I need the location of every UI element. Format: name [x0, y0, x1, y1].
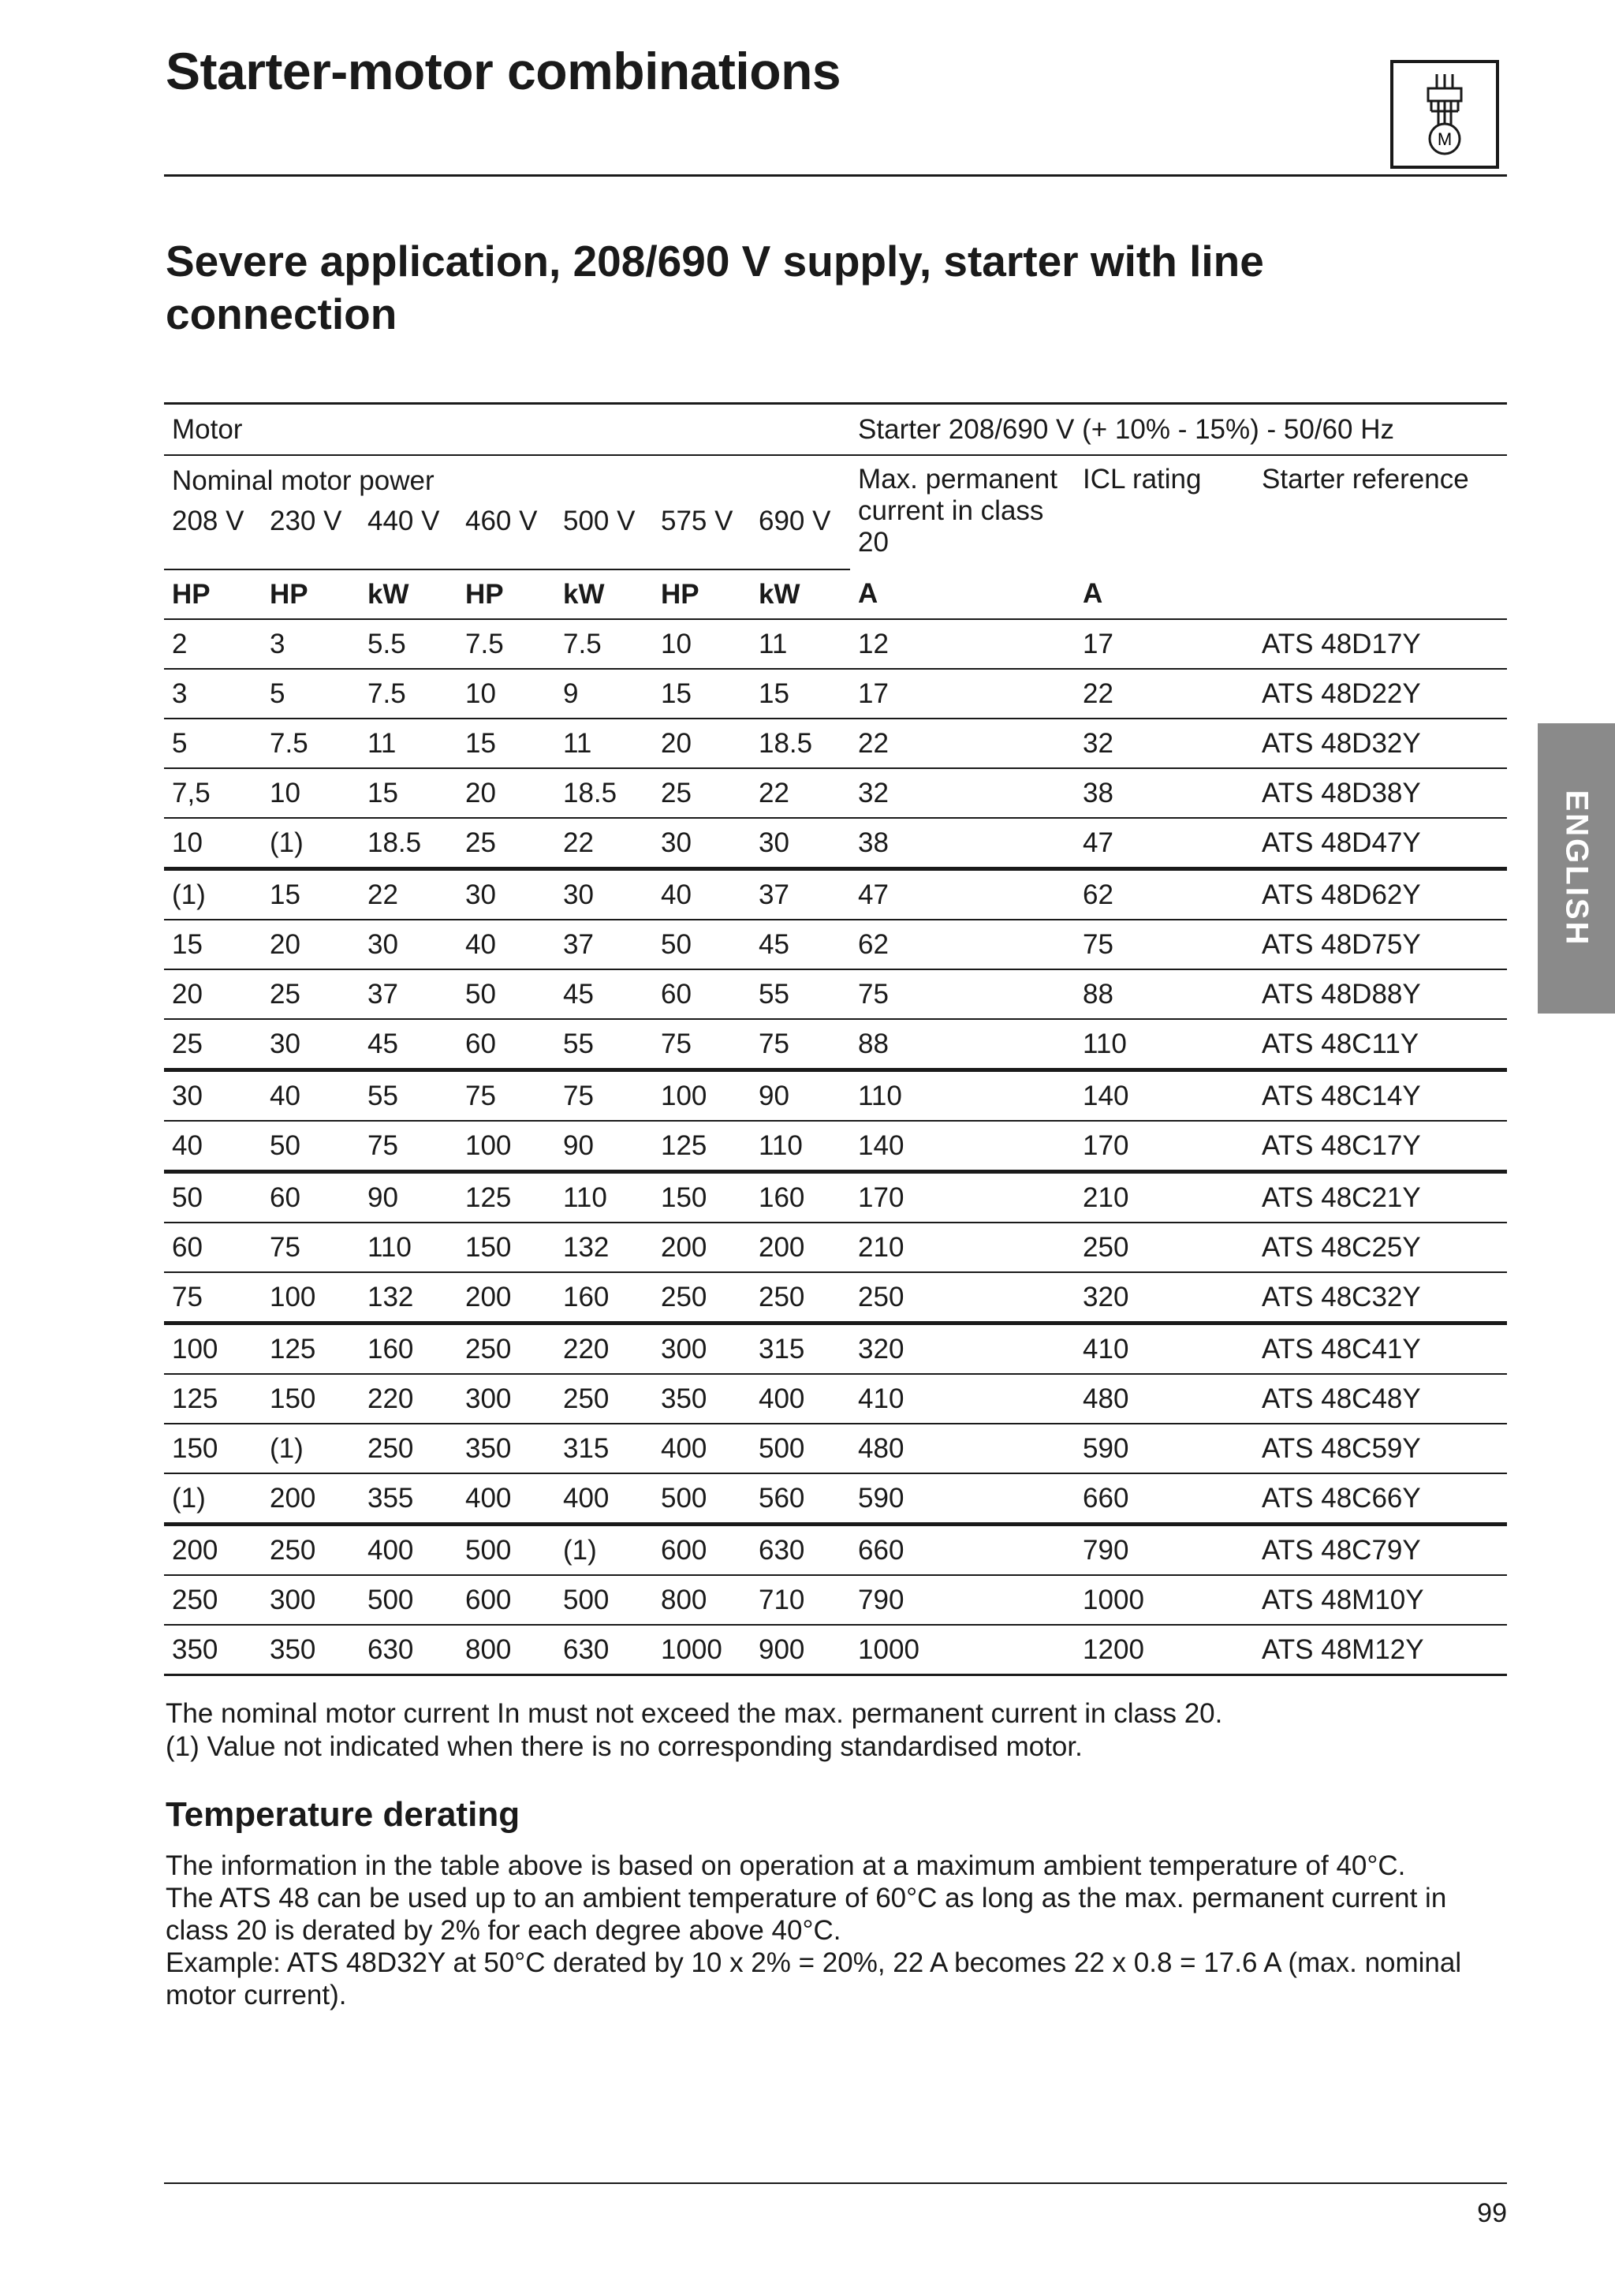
table-cell: 400	[653, 1424, 751, 1473]
table-cell: 900	[751, 1625, 850, 1675]
unit-cell: HP	[457, 569, 555, 619]
page-title: Starter-motor combinations	[166, 42, 841, 100]
table-cell: 62	[850, 920, 1075, 969]
table-cell: 600	[653, 1525, 751, 1576]
table-row	[164, 1121, 1507, 1172]
table-cell: 75	[457, 1070, 555, 1122]
table-cell: 38	[1075, 768, 1254, 818]
table-cell: 600	[457, 1575, 555, 1625]
table-cell: 320	[850, 1323, 1075, 1375]
table-cell: 660	[850, 1525, 1075, 1576]
table-cell: 10	[457, 669, 555, 719]
table-cell: 75	[751, 1019, 850, 1070]
table-cell: 25	[262, 969, 360, 1019]
table-notes	[166, 1697, 1222, 1764]
page-number: 99	[1477, 2198, 1507, 2228]
table-cell: 790	[1075, 1525, 1254, 1576]
starter-reference-cell: ATS 48C41Y	[1254, 1323, 1507, 1375]
table-cell: 10	[653, 619, 751, 669]
table-row	[164, 768, 1507, 818]
table-cell: 150	[164, 1424, 262, 1473]
table-cell: (1)	[262, 1424, 360, 1473]
table-cell: 100	[262, 1272, 360, 1323]
table-cell: 18.5	[360, 818, 457, 869]
table-cell: 15	[751, 669, 850, 719]
table-cell: 630	[751, 1525, 850, 1576]
table-cell: 55	[360, 1070, 457, 1122]
table-cell: 200	[457, 1272, 555, 1323]
table-cell: 250	[457, 1323, 555, 1375]
starter-reference-cell: ATS 48C32Y	[1254, 1272, 1507, 1323]
table-cell: 60	[457, 1019, 555, 1070]
language-tab-label: ENGLISH	[1559, 790, 1594, 947]
table-cell: 11	[751, 619, 850, 669]
table-cell: 20	[457, 768, 555, 818]
table-cell: 75	[262, 1223, 360, 1272]
table-row	[164, 1070, 1507, 1122]
table-cell: 45	[555, 969, 653, 1019]
nominal-power-header: Nominal motor power	[172, 465, 435, 496]
starter-reference-cell: ATS 48C59Y	[1254, 1424, 1507, 1473]
table-cell: 38	[850, 818, 1075, 869]
table-cell: 1000	[850, 1625, 1075, 1675]
starter-reference-cell: ATS 48M12Y	[1254, 1625, 1507, 1675]
table-cell: 30	[653, 818, 751, 869]
language-tab[interactable]	[1538, 723, 1615, 1014]
voltage-header: 575 V	[653, 506, 751, 569]
table-cell: 10	[262, 768, 360, 818]
table-cell: 30	[457, 869, 555, 920]
table-cell: 132	[555, 1223, 653, 1272]
table-cell: 55	[555, 1019, 653, 1070]
unit-cell: kW	[555, 569, 653, 619]
table-cell: 160	[360, 1323, 457, 1375]
table-cell: 480	[1075, 1374, 1254, 1424]
table-cell: 40	[457, 920, 555, 969]
unit-cell: A	[1075, 569, 1254, 619]
table-cell: 800	[653, 1575, 751, 1625]
table-cell: 22	[850, 719, 1075, 768]
table-cell: 40	[262, 1070, 360, 1122]
table-cell: 125	[653, 1121, 751, 1172]
table-row	[164, 1525, 1507, 1576]
table-cell: 30	[360, 920, 457, 969]
table-cell: 7.5	[457, 619, 555, 669]
table-cell: 15	[262, 869, 360, 920]
starter-reference-cell: ATS 48C21Y	[1254, 1172, 1507, 1223]
table-row	[164, 869, 1507, 920]
table-cell: 60	[653, 969, 751, 1019]
table-cell: 200	[653, 1223, 751, 1272]
note-line: The nominal motor current In must not exceed the max. permanent current in class 20.	[166, 1698, 1223, 1729]
paragraph: The ATS 48 can be used up to an ambient temperature of 60°C as long as the max. permanent current in class 20 is derated by 2% for each degree above 40°C.	[166, 1883, 1447, 1946]
table-cell: 300	[653, 1323, 751, 1375]
table-row	[164, 1575, 1507, 1625]
table-cell: 11	[555, 719, 653, 768]
title-divider	[164, 174, 1507, 177]
table-cell: 15	[360, 768, 457, 818]
icl-rating-header: ICL rating	[1083, 464, 1202, 495]
starter-reference-cell: ATS 48M10Y	[1254, 1575, 1507, 1625]
table-cell: 17	[850, 669, 1075, 719]
table-cell: 250	[262, 1525, 360, 1576]
table-cell: 250	[653, 1272, 751, 1323]
footnote-line: (1) Value not indicated when there is no corresponding standardised motor.	[166, 1731, 1083, 1762]
table-cell: 110	[850, 1070, 1075, 1122]
table-cell: 75	[1075, 920, 1254, 969]
table-cell: 12	[850, 619, 1075, 669]
table-row	[164, 1019, 1507, 1070]
table-cell: 150	[457, 1223, 555, 1272]
table-cell: 75	[360, 1121, 457, 1172]
table-cell: 75	[555, 1070, 653, 1122]
table-cell: 32	[850, 768, 1075, 818]
table-cell: 40	[653, 869, 751, 920]
motor-letter: M	[1437, 129, 1453, 149]
table-cell: 160	[555, 1272, 653, 1323]
table-row	[164, 1323, 1507, 1375]
table-cell: 75	[164, 1272, 262, 1323]
starter-reference-cell: ATS 48D88Y	[1254, 969, 1507, 1019]
table-row	[164, 1272, 1507, 1323]
table-row	[164, 920, 1507, 969]
table-cell: 590	[1075, 1424, 1254, 1473]
table-cell: 18.5	[555, 768, 653, 818]
table-cell: 410	[850, 1374, 1075, 1424]
paragraph: The information in the table above is based on operation at a maximum ambient temperature of 40°C.	[166, 1850, 1406, 1881]
temperature-derating-title: Temperature derating	[166, 1795, 520, 1834]
table-cell: 800	[457, 1625, 555, 1675]
table-cell: 50	[164, 1172, 262, 1223]
starter-reference-cell: ATS 48D32Y	[1254, 719, 1507, 768]
table-cell: 500	[457, 1525, 555, 1576]
unit-cell: kW	[751, 569, 850, 619]
table-cell: 140	[1075, 1070, 1254, 1122]
table-header-row	[164, 404, 1507, 456]
table-subheader-row	[164, 455, 1507, 506]
table-cell: 22	[360, 869, 457, 920]
table-cell: 500	[751, 1424, 850, 1473]
table-cell: 400	[457, 1473, 555, 1525]
starter-reference-cell: ATS 48D62Y	[1254, 869, 1507, 920]
table-cell: 50	[457, 969, 555, 1019]
table-cell: 150	[653, 1172, 751, 1223]
max-current-header: Max. permanent current in class 20	[858, 464, 1057, 558]
table-cell: 45	[751, 920, 850, 969]
unit-cell: HP	[653, 569, 751, 619]
table-cell: (1)	[262, 818, 360, 869]
table-row	[164, 818, 1507, 869]
table-cell: 560	[751, 1473, 850, 1525]
table-cell: 170	[1075, 1121, 1254, 1172]
table-cell: 400	[360, 1525, 457, 1576]
table-cell: 140	[850, 1121, 1075, 1172]
table-cell: 110	[751, 1121, 850, 1172]
table-cell: 710	[751, 1575, 850, 1625]
table-cell: 20	[653, 719, 751, 768]
table-cell: 5	[262, 669, 360, 719]
starter-header: Starter 208/690 V (+ 10% - 15%) - 50/60 Hz	[850, 404, 1507, 456]
table-cell: 50	[653, 920, 751, 969]
temperature-derating-text	[166, 1850, 1510, 2011]
table-cell: 110	[1075, 1019, 1254, 1070]
table-cell: 250	[555, 1374, 653, 1424]
table-cell: 15	[653, 669, 751, 719]
table-cell: 100	[457, 1121, 555, 1172]
voltage-header: 500 V	[555, 506, 653, 569]
table-cell: 25	[653, 768, 751, 818]
starter-reference-cell: ATS 48C25Y	[1254, 1223, 1507, 1272]
table-cell: 125	[262, 1323, 360, 1375]
table-cell: 37	[555, 920, 653, 969]
starter-reference-cell: ATS 48C79Y	[1254, 1525, 1507, 1576]
table-cell: 1000	[653, 1625, 751, 1675]
table-cell: (1)	[164, 869, 262, 920]
table-cell: 90	[360, 1172, 457, 1223]
table-cell: 62	[1075, 869, 1254, 920]
table-cell: 30	[164, 1070, 262, 1122]
motor-starter-icon	[1390, 60, 1499, 169]
table-cell: 40	[164, 1121, 262, 1172]
table-cell: 45	[360, 1019, 457, 1070]
unit-cell: HP	[262, 569, 360, 619]
table-cell: 3	[164, 669, 262, 719]
table-cell: 11	[360, 719, 457, 768]
table-cell: 10	[164, 818, 262, 869]
table-cell: 88	[1075, 969, 1254, 1019]
table-cell: 90	[555, 1121, 653, 1172]
table-cell: 210	[850, 1223, 1075, 1272]
table-cell: 315	[751, 1323, 850, 1375]
table-cell: 350	[653, 1374, 751, 1424]
table-cell: 210	[1075, 1172, 1254, 1223]
unit-cell	[1254, 569, 1507, 619]
table-cell: 315	[555, 1424, 653, 1473]
table-cell: 250	[850, 1272, 1075, 1323]
table-cell: 25	[457, 818, 555, 869]
voltage-header: 460 V	[457, 506, 555, 569]
table-cell: 500	[653, 1473, 751, 1525]
table-cell: 125	[457, 1172, 555, 1223]
table-cell: 22	[1075, 669, 1254, 719]
starter-reference-cell: ATS 48D22Y	[1254, 669, 1507, 719]
table-row	[164, 1374, 1507, 1424]
table-cell: 170	[850, 1172, 1075, 1223]
table-cell: 50	[262, 1121, 360, 1172]
table-cell: 55	[751, 969, 850, 1019]
table-cell: 60	[262, 1172, 360, 1223]
table-cell: 1200	[1075, 1625, 1254, 1675]
table-row	[164, 969, 1507, 1019]
table-cell: 60	[164, 1223, 262, 1272]
table-row	[164, 1625, 1507, 1675]
table-row	[164, 1223, 1507, 1272]
table-row	[164, 669, 1507, 719]
table-cell: 410	[1075, 1323, 1254, 1375]
table-cell: 630	[555, 1625, 653, 1675]
unit-cell: kW	[360, 569, 457, 619]
starter-reference-cell: ATS 48C48Y	[1254, 1374, 1507, 1424]
starter-reference-cell: ATS 48C66Y	[1254, 1473, 1507, 1525]
voltage-header: 440 V	[360, 506, 457, 569]
table-cell: 22	[555, 818, 653, 869]
table-row	[164, 1172, 1507, 1223]
table-cell: 20	[164, 969, 262, 1019]
table-cell: 30	[751, 818, 850, 869]
table-cell: 250	[751, 1272, 850, 1323]
table-cell: 100	[164, 1323, 262, 1375]
table-cell: 75	[850, 969, 1075, 1019]
table-cell: 22	[751, 768, 850, 818]
table-cell: 90	[751, 1070, 850, 1122]
table-cell: 30	[555, 869, 653, 920]
table-row	[164, 1424, 1507, 1473]
table-cell: 2	[164, 619, 262, 669]
table-cell: 7,5	[164, 768, 262, 818]
starter-reference-header: Starter reference	[1262, 464, 1469, 495]
table-cell: 350	[262, 1625, 360, 1675]
table-cell: 1000	[1075, 1575, 1254, 1625]
voltage-header: 208 V	[164, 506, 262, 569]
table-row	[164, 1473, 1507, 1525]
table-cell: 400	[751, 1374, 850, 1424]
table-cell: 220	[555, 1323, 653, 1375]
voltage-header: 230 V	[262, 506, 360, 569]
starter-reference-cell: ATS 48C14Y	[1254, 1070, 1507, 1122]
table-cell: 200	[262, 1473, 360, 1525]
table-cell: 355	[360, 1473, 457, 1525]
table-cell: 18.5	[751, 719, 850, 768]
table-cell: 630	[360, 1625, 457, 1675]
table-cell: 132	[360, 1272, 457, 1323]
table-cell: 17	[1075, 619, 1254, 669]
motor-header: Motor	[164, 404, 850, 456]
table-cell: 15	[164, 920, 262, 969]
table-row	[164, 719, 1507, 768]
table-cell: 30	[262, 1019, 360, 1070]
table-cell: 400	[555, 1473, 653, 1525]
table-cell: 32	[1075, 719, 1254, 768]
table-cell: 20	[262, 920, 360, 969]
table-cell: (1)	[164, 1473, 262, 1525]
table-cell: 350	[164, 1625, 262, 1675]
table-cell: 7.5	[360, 669, 457, 719]
table-cell: 480	[850, 1424, 1075, 1473]
starter-reference-cell: ATS 48C11Y	[1254, 1019, 1507, 1070]
table-cell: 37	[751, 869, 850, 920]
footer-divider	[164, 2182, 1507, 2184]
table-cell: 37	[360, 969, 457, 1019]
table-cell: 200	[164, 1525, 262, 1576]
table-cell: 7.5	[555, 619, 653, 669]
starter-reference-cell: ATS 48C17Y	[1254, 1121, 1507, 1172]
table-cell: 110	[360, 1223, 457, 1272]
section-title: Severe application, 208/690 V supply, starter with line connection	[166, 237, 1264, 338]
table-cell: 150	[262, 1374, 360, 1424]
table-cell: 250	[360, 1424, 457, 1473]
table-row	[164, 619, 1507, 669]
table-cell: 15	[457, 719, 555, 768]
units-row	[164, 569, 1507, 619]
table-cell: 320	[1075, 1272, 1254, 1323]
starter-reference-cell: ATS 48D47Y	[1254, 818, 1507, 869]
table-cell: 500	[360, 1575, 457, 1625]
starter-motor-table	[164, 402, 1507, 1676]
unit-cell: A	[850, 569, 1075, 619]
table-cell: 200	[751, 1223, 850, 1272]
table-cell: 88	[850, 1019, 1075, 1070]
starter-reference-cell: ATS 48D38Y	[1254, 768, 1507, 818]
table-cell: 660	[1075, 1473, 1254, 1525]
table-cell: (1)	[555, 1525, 653, 1576]
table-cell: 350	[457, 1424, 555, 1473]
table-cell: 9	[555, 669, 653, 719]
table-cell: 7.5	[262, 719, 360, 768]
table-cell: 47	[850, 869, 1075, 920]
paragraph: Example: ATS 48D32Y at 50°C derated by 10 x 2% = 20%, 22 A becomes 22 x 0.8 = 17.6 A (max. nominal motor current).	[166, 1947, 1462, 2010]
table-cell: 110	[555, 1172, 653, 1223]
table-cell: 75	[653, 1019, 751, 1070]
starter-reference-cell: ATS 48D17Y	[1254, 619, 1507, 669]
table-cell: 790	[850, 1575, 1075, 1625]
table-cell: 220	[360, 1374, 457, 1424]
table-cell: 500	[555, 1575, 653, 1625]
table-cell: 25	[164, 1019, 262, 1070]
table-cell: 47	[1075, 818, 1254, 869]
table-cell: 5.5	[360, 619, 457, 669]
table-cell: 300	[457, 1374, 555, 1424]
table-cell: 125	[164, 1374, 262, 1424]
table-cell: 3	[262, 619, 360, 669]
table-cell: 160	[751, 1172, 850, 1223]
starter-reference-cell: ATS 48D75Y	[1254, 920, 1507, 969]
table-cell: 100	[653, 1070, 751, 1122]
table-cell: 250	[164, 1575, 262, 1625]
table-cell: 250	[1075, 1223, 1254, 1272]
voltage-header: 690 V	[751, 506, 850, 569]
unit-cell: HP	[164, 569, 262, 619]
table-cell: 300	[262, 1575, 360, 1625]
table-cell: 5	[164, 719, 262, 768]
table-cell: 590	[850, 1473, 1075, 1525]
